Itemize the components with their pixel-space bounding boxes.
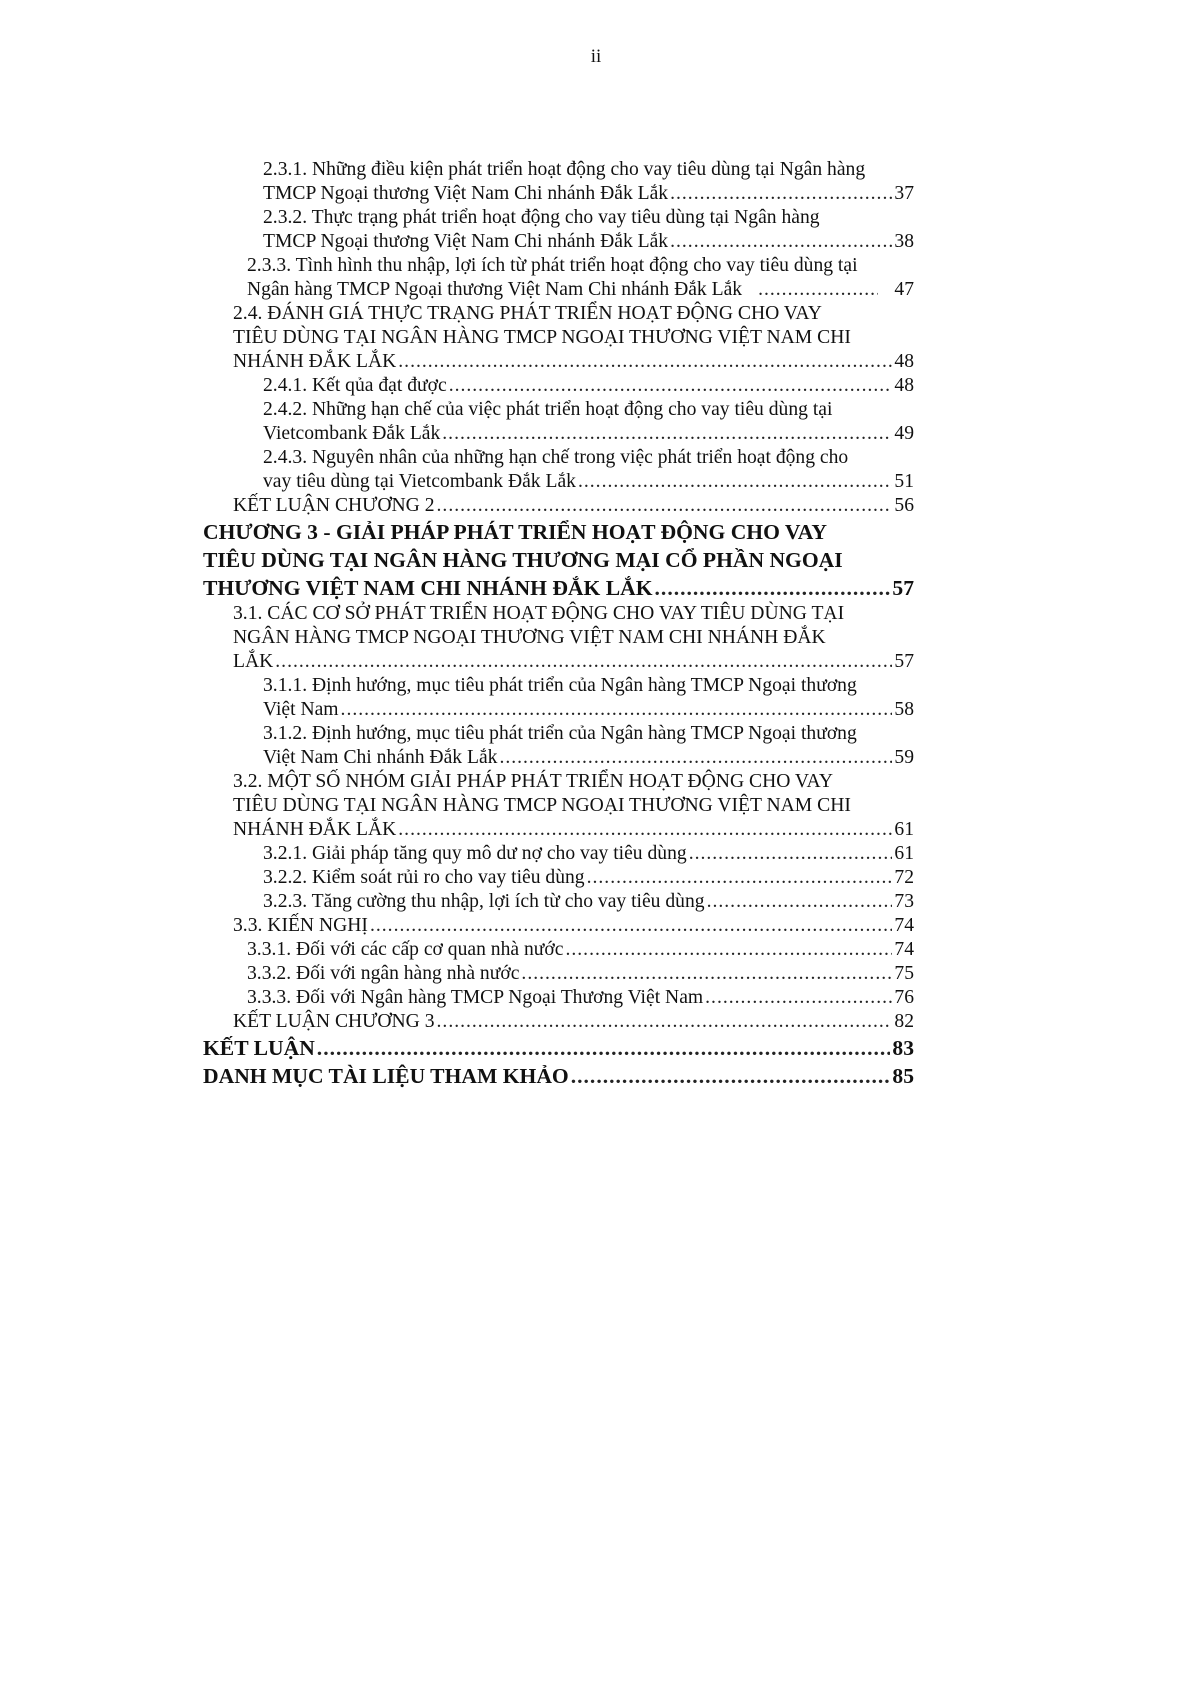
dot-leader (442, 422, 892, 446)
toc-entry-page-number: 48 (894, 351, 914, 372)
toc-entry-last-line (263, 230, 914, 254)
toc-entry[interactable] (203, 494, 914, 518)
toc-entry-title: TMCP Ngoại thương Việt Nam Chi nhánh Đắk Lắk (263, 231, 669, 252)
toc-entry-last-line (263, 746, 914, 770)
toc-entry-page-number: 57 (894, 651, 914, 672)
dot-leader (398, 350, 892, 374)
toc-entry-page-number: 72 (894, 867, 914, 888)
toc-entry-text-line: 3.1. CÁC CƠ SỞ PHÁT TRIỂN HOẠT ĐỘNG CHO VAY TIÊU DÙNG TẠI (233, 603, 845, 624)
toc-entry-page-number: 48 (894, 375, 914, 396)
toc-entry-title: Vietcombank Đắk Lắk (263, 423, 441, 444)
toc-entry-title: NHÁNH ĐẮK LẮK (233, 819, 397, 840)
toc-entry[interactable] (203, 890, 914, 914)
toc-entry-last-line (233, 350, 914, 374)
toc-entry-page-number: 82 (894, 1011, 914, 1032)
page-number: ii (590, 46, 602, 67)
toc-entry[interactable] (203, 770, 914, 842)
toc-entry-text-line: TIÊU DÙNG TẠI NGÂN HÀNG TMCP NGOẠI THƯƠNG VIỆT NAM CHI (233, 795, 851, 816)
dot-leader (689, 842, 893, 866)
toc-entry-title: 3.2.2. Kiểm soát rủi ro cho vay tiêu dùng (263, 867, 585, 888)
toc-entry[interactable] (203, 722, 914, 770)
toc-entry-text-line: 2.3.1. Những điều kiện phát triển hoạt động cho vay tiêu dùng tại Ngân hàng (263, 159, 866, 180)
toc-entry-page-number: 85 (892, 1064, 914, 1088)
toc-entry-title: 3.3.3. Đối với Ngân hàng TMCP Ngoại Thương Việt Nam (247, 987, 704, 1008)
toc-entry[interactable] (203, 254, 914, 302)
toc-entry-title: KẾT LUẬN (203, 1036, 315, 1060)
toc-entry-last-line (203, 1062, 914, 1090)
dot-leader (707, 890, 893, 914)
toc-entry[interactable] (203, 1010, 914, 1034)
toc-entry-last-line (263, 422, 914, 446)
dot-leader (317, 1034, 891, 1062)
dot-leader (275, 650, 892, 674)
toc-entry-title: TMCP Ngoại thương Việt Nam Chi nhánh Đắk Lắk (263, 183, 669, 204)
toc-entry-last-line (263, 182, 914, 206)
toc-entry[interactable] (203, 518, 914, 602)
toc-entry[interactable] (203, 206, 914, 254)
toc-entry[interactable] (203, 602, 914, 674)
toc-entry-last-line (203, 574, 914, 602)
toc-entry-text-line: 2.4.3. Nguyên nhân của những hạn chế trong việc phát triển hoạt động cho (263, 447, 849, 468)
toc-entry-last-line (263, 866, 914, 890)
toc-entry-page-number: 74 (894, 939, 914, 960)
toc-entry-page-number: 37 (894, 183, 914, 204)
toc-entry-page-number: 83 (892, 1036, 914, 1060)
dot-leader (587, 866, 893, 890)
toc-entry[interactable] (203, 962, 914, 986)
toc-entry-last-line (247, 938, 914, 962)
toc-entry-title: DANH MỤC TÀI LIỆU THAM KHẢO (203, 1064, 569, 1088)
toc-entry-page-number: 56 (894, 495, 914, 516)
toc-entry-last-line (263, 842, 914, 866)
toc-entry[interactable] (203, 374, 914, 398)
dot-leader (437, 494, 893, 518)
toc-entry-title: 3.2.3. Tăng cường thu nhập, lợi ích từ cho vay tiêu dùng (263, 891, 705, 912)
toc-entry-page-number: 59 (894, 747, 914, 768)
dot-leader (521, 962, 892, 986)
toc-entry-title: Việt Nam (263, 699, 339, 720)
toc-entry-title: 3.3. KIẾN NGHỊ (233, 915, 368, 936)
toc-entry-text-line: NGÂN HÀNG TMCP NGOẠI THƯƠNG VIỆT NAM CHI NHÁNH ĐẮK (233, 627, 826, 648)
toc-entry-last-line (247, 962, 914, 986)
dot-leader (670, 182, 892, 206)
dot-leader (499, 746, 892, 770)
toc-entry-title: Ngân hàng TMCP Ngoại thương Việt Nam Chi nhánh Đắk Lắk (247, 279, 743, 300)
dot-leader (670, 230, 892, 254)
toc-entry-text-line: 2.3.3. Tình hình thu nhập, lợi ích từ phát triển hoạt động cho vay tiêu dùng tại (247, 255, 858, 276)
toc-entry-title: LẮK (233, 651, 274, 672)
dot-leader (744, 278, 878, 302)
toc-entry-page-number: 58 (894, 699, 914, 720)
toc-entry-page-number: 61 (894, 819, 914, 840)
dot-leader (341, 698, 893, 722)
toc-entry-last-line (263, 470, 914, 494)
dot-leader (705, 986, 892, 1010)
toc-entry[interactable] (203, 986, 914, 1010)
toc-entry-title: 2.4.1. Kết qủa đạt được (263, 375, 447, 396)
toc-entry[interactable] (203, 1062, 914, 1090)
toc-entry-page-number: 76 (894, 987, 914, 1008)
toc-entry-page-number: 49 (894, 423, 914, 444)
toc-entry-title: vay tiêu dùng tại Vietcombank Đắk Lắk (263, 471, 576, 492)
toc-entry[interactable] (203, 938, 914, 962)
toc-entry-text-line: 3.1.1. Định hướng, mục tiêu phát triển của Ngân hàng TMCP Ngoại thương (263, 675, 857, 696)
toc-entry-page-number: 38 (894, 231, 914, 252)
toc-entry-text-line: 2.3.2. Thực trạng phát triển hoạt động cho vay tiêu dùng tại Ngân hàng (263, 207, 820, 228)
toc-entry[interactable] (203, 446, 914, 494)
toc-entry[interactable] (203, 842, 914, 866)
toc-entry-page-number: 75 (894, 963, 914, 984)
dot-leader (398, 818, 892, 842)
toc-entry-last-line (247, 986, 914, 1010)
dot-leader (655, 574, 891, 602)
toc-entry-title: 3.3.2. Đối với ngân hàng nhà nước (247, 963, 520, 984)
toc-entry-text-line: TIÊU DÙNG TẠI NGÂN HÀNG TMCP NGOẠI THƯƠNG VIỆT NAM CHI (233, 327, 851, 348)
toc-entry-last-line (263, 698, 914, 722)
toc-entry-last-line (263, 890, 914, 914)
toc-entry-page-number: 61 (894, 843, 914, 864)
toc-entry-last-line (233, 1010, 914, 1034)
toc-entry-last-line (233, 494, 914, 518)
toc-entry-text-line: TIÊU DÙNG TẠI NGÂN HÀNG THƯƠNG MẠI CỔ PHẦN NGOẠI (203, 548, 843, 572)
toc-entry[interactable] (203, 674, 914, 722)
toc-entry-title: KẾT LUẬN CHƯƠNG 2 (233, 495, 435, 516)
toc-entry[interactable] (203, 866, 914, 890)
toc-entry-last-line (233, 818, 914, 842)
toc-entry-page-number: 51 (894, 471, 914, 492)
dot-leader (437, 1010, 893, 1034)
toc-entry-page-number: 57 (892, 576, 914, 600)
toc-entry-text-line: 3.1.2. Định hướng, mục tiêu phát triển của Ngân hàng TMCP Ngoại thương (263, 723, 857, 744)
toc-entry-text-line: CHƯƠNG 3 - GIẢI PHÁP PHÁT TRIỂN HOẠT ĐỘNG CHO VAY (203, 520, 827, 544)
toc-entry-title: Việt Nam Chi nhánh Đắk Lắk (263, 747, 498, 768)
dot-leader (578, 470, 892, 494)
toc-entry-title: KẾT LUẬN CHƯƠNG 3 (233, 1011, 435, 1032)
table-of-contents (203, 158, 914, 1090)
toc-entry-last-line (233, 650, 914, 674)
toc-entry-page-number: 73 (894, 891, 914, 912)
dot-leader (565, 938, 892, 962)
toc-entry[interactable] (203, 302, 914, 374)
toc-entry-last-line (233, 914, 914, 938)
toc-entry[interactable] (203, 914, 914, 938)
dot-leader (449, 374, 893, 398)
toc-entry-page-number: 74 (894, 915, 914, 936)
toc-entry-title: 3.2.1. Giải pháp tăng quy mô dư nợ cho vay tiêu dùng (263, 843, 687, 864)
toc-entry-text-line: 2.4. ĐÁNH GIÁ THỰC TRẠNG PHÁT TRIỂN HOẠT ĐỘNG CHO VAY (233, 303, 822, 324)
toc-entry-text-line: 2.4.2. Những hạn chế của việc phát triển hoạt động cho vay tiêu dùng tại (263, 399, 833, 420)
toc-entry-title: THƯƠNG VIỆT NAM CHI NHÁNH ĐẮK LẮK (203, 576, 653, 600)
toc-entry-last-line (233, 278, 914, 302)
toc-entry-last-line (203, 1034, 914, 1062)
toc-entry-last-line (263, 374, 914, 398)
toc-entry[interactable] (203, 398, 914, 446)
toc-entry-title: 3.3.1. Đối với các cấp cơ quan nhà nước (247, 939, 564, 960)
toc-entry[interactable] (203, 158, 914, 206)
toc-entry-page-number: 47 (894, 279, 914, 300)
toc-entry-title: NHÁNH ĐẮK LẮK (233, 351, 397, 372)
dot-leader (571, 1062, 891, 1090)
toc-entry[interactable] (203, 1034, 914, 1062)
toc-entry-text-line: 3.2. MỘT SỐ NHÓM GIẢI PHÁP PHÁT TRIỂN HOẠT ĐỘNG CHO VAY (233, 771, 834, 792)
dot-leader (370, 914, 892, 938)
